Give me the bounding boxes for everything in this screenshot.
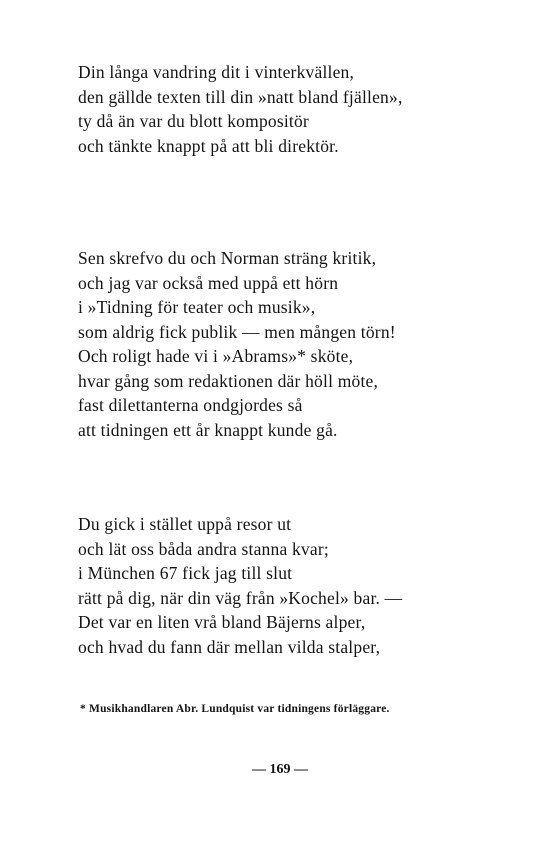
- page-number: — 169 —: [252, 762, 308, 777]
- poem-line: och tänkte knappt på att bli direktör.: [78, 135, 339, 156]
- poem-line: Och roligt hade vi i »Abrams»* sköte,: [78, 346, 354, 366]
- poem-line: fast dilettanterna ondgjordes så: [78, 395, 303, 415]
- poem-line: Du gick i stället uppå resor ut: [78, 514, 292, 534]
- poem-line: och jag var också med uppå ett hörn: [78, 272, 339, 293]
- poem-stanza-2: [78, 246, 518, 442]
- poem-line: hvar gång som redaktionen där höll möte,: [78, 370, 379, 391]
- poem-line: i »Tidning för teater och musik»,: [78, 297, 316, 317]
- poem-line: att tidningen ett år knappt kunde gå.: [78, 419, 338, 440]
- poem-line: och lät oss båda andra stanna kvar;: [78, 538, 329, 559]
- poem-stanza-1: [78, 60, 518, 158]
- poem-line: och hvad du fann där mellan vilda stalper,: [78, 636, 381, 657]
- poem-stanza-3: [78, 512, 518, 659]
- poem-line: i München 67 fick jag till slut: [78, 563, 293, 583]
- poem-line: den gällde texten till din »natt bland fjällen»,: [78, 86, 403, 107]
- poem-line: ty då än var du blott kompositör: [78, 111, 309, 131]
- poem-line: Det var en liten vrå bland Bäjerns alper,: [78, 612, 366, 632]
- poem-line: Sen skrefvo du och Norman sträng kritik,: [78, 248, 377, 268]
- poem-line: som aldrig fick publik — men mången törn!: [78, 321, 396, 342]
- poem-line: rätt på dig, när din väg från »Kochel» bar. —: [78, 587, 403, 608]
- footnote: * Musikhandlaren Abr. Lundquist var tidningens förläggare.: [80, 703, 390, 715]
- poem-line: Din långa vandring dit i vinterkvällen,: [78, 62, 355, 82]
